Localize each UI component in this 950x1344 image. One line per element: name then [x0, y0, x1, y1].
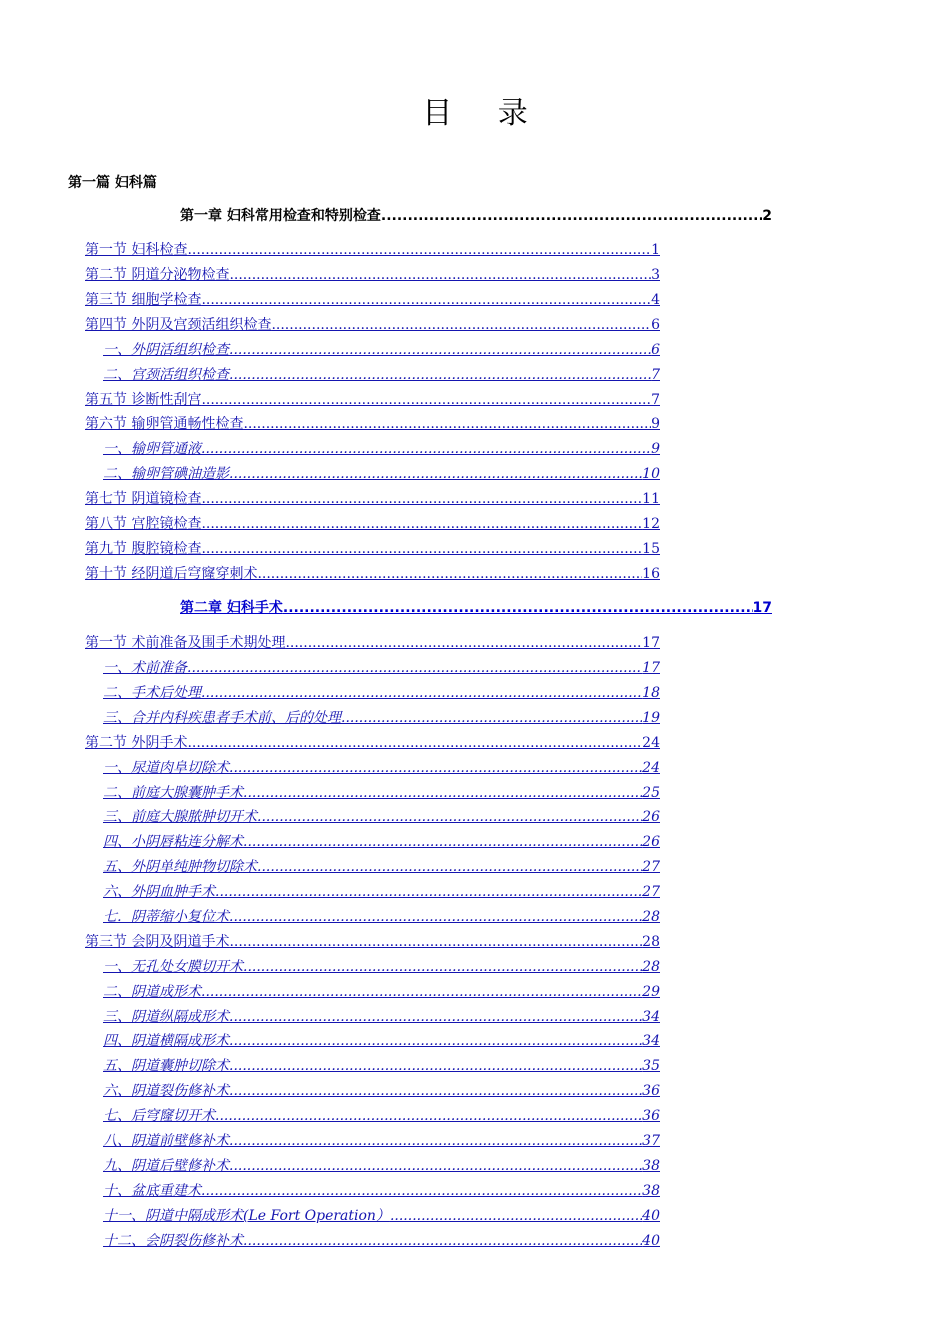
toc-entry-label: 三、前庭大腺脓肿切开术 [103, 809, 257, 825]
toc-entry-label: 二、前庭大腺囊肿手术 [103, 785, 243, 801]
toc-subentry[interactable] [103, 1181, 660, 1201]
toc-entry[interactable] [85, 265, 660, 285]
toc-leader [229, 932, 642, 952]
toc-leader [229, 464, 642, 484]
toc-page-number: 4 [651, 292, 660, 308]
toc-page-number: 28 [642, 934, 660, 950]
toc-subentry[interactable] [103, 1131, 660, 1151]
toc-entry-label: 三、合并内科疾患者手术前、后的处理 [103, 710, 341, 726]
toc-subentry[interactable] [103, 783, 660, 803]
toc-subentry[interactable] [103, 1007, 660, 1027]
toc-leader [229, 1007, 642, 1027]
toc-entry-label: 十一、阴道中隔成形术(Le Fort Operation） [103, 1208, 390, 1224]
toc-page-number: 37 [642, 1133, 660, 1149]
toc-entry-label: 六、阴道裂伤修补术 [103, 1083, 229, 1099]
toc-page-number: 40 [642, 1208, 660, 1224]
toc-subentry[interactable] [103, 957, 660, 977]
toc-entry-label: 第三节 会阴及阴道手术 [85, 934, 230, 950]
toc-leader [271, 315, 651, 335]
toc-page-number: 1 [651, 242, 660, 258]
toc-subentry[interactable] [103, 1156, 660, 1176]
toc-leader [215, 1106, 642, 1126]
toc-leader [187, 658, 642, 678]
toc-subentry[interactable] [103, 882, 660, 902]
toc-entry-label: 第七节 阴道镜检查 [85, 491, 202, 507]
toc-leader [201, 683, 642, 703]
toc-leader [229, 265, 651, 285]
toc-entry-label: 二、手术后处理 [103, 685, 201, 701]
toc-entry[interactable] [85, 932, 660, 952]
toc-subentry[interactable] [103, 1056, 660, 1076]
toc-entry-label: 一、外阴活组织检查 [103, 342, 229, 358]
toc-entry-label: 第五节 诊断性刮宫 [85, 392, 202, 408]
toc-entry-label: 四、小阴唇粘连分解术 [103, 834, 243, 850]
toc-entry-label: 第九节 腹腔镜检查 [85, 541, 202, 557]
toc-page-number: 9 [651, 416, 660, 432]
toc-entry-label: 三、阴道纵隔成形术 [103, 1009, 229, 1025]
toc-page-number: 35 [642, 1058, 660, 1074]
toc-leader [243, 832, 642, 852]
toc-chapter-1[interactable] [180, 206, 772, 226]
toc-page-number: 27 [642, 859, 660, 875]
toc-entry[interactable] [85, 315, 660, 335]
toc-page-number: 25 [642, 785, 660, 801]
toc-entry[interactable] [85, 514, 660, 534]
toc-subentry[interactable] [103, 658, 660, 678]
toc-subentry[interactable] [103, 1206, 660, 1226]
toc-page-number: 34 [642, 1009, 660, 1025]
toc-page-number: 17 [642, 660, 660, 676]
toc-leader [229, 907, 642, 927]
toc-page-number: 24 [642, 735, 660, 751]
toc-leader [341, 708, 642, 728]
toc-entry-label: 八、阴道前壁修补术 [103, 1133, 229, 1149]
toc-subentry[interactable] [103, 365, 660, 385]
toc-leader [201, 489, 642, 509]
part-title: 第一篇 妇科篇 [68, 175, 157, 191]
toc-page-number: 26 [642, 834, 660, 850]
toc-entry[interactable] [85, 539, 660, 559]
toc-leader [215, 882, 642, 902]
toc-subentry[interactable] [103, 832, 660, 852]
toc-page-number: 7 [651, 392, 660, 408]
toc-subentry[interactable] [103, 758, 660, 778]
toc-entry-label: 十、盆底重建术 [103, 1183, 201, 1199]
toc-entry-label: 第一节 妇科检查 [85, 242, 188, 258]
toc-page-number: 28 [642, 909, 660, 925]
toc-entry-label: 一、无孔处女膜切开术 [103, 959, 243, 975]
toc-page-number: 24 [642, 760, 660, 776]
toc-entry[interactable] [85, 564, 660, 584]
toc-leader [187, 240, 651, 260]
toc-leader [283, 598, 753, 618]
toc-leader [257, 807, 642, 827]
toc-page-number: 34 [642, 1033, 660, 1049]
toc-entry-label: 一、输卵管通液 [103, 441, 201, 457]
toc-subentry[interactable] [103, 340, 660, 360]
toc-subentry[interactable] [103, 1031, 660, 1051]
toc-entry-label: 五、外阴单纯肿物切除术 [103, 859, 257, 875]
toc-subentry[interactable] [103, 982, 660, 1002]
toc-chapter-2[interactable] [180, 598, 772, 618]
toc-entry-label: 第三节 细胞学检查 [85, 292, 202, 308]
toc-page-number: 15 [642, 541, 660, 557]
toc-page-number: 40 [642, 1233, 660, 1249]
toc-page-number: 36 [642, 1083, 660, 1099]
toc-page-number: 26 [642, 809, 660, 825]
toc-entry-label: 五、阴道囊肿切除术 [103, 1058, 229, 1074]
toc-subentry[interactable] [103, 439, 660, 459]
toc-subentry[interactable] [103, 907, 660, 927]
page-title: 目 录 [422, 96, 546, 131]
toc-leader [201, 390, 651, 410]
toc-subentry[interactable] [103, 1081, 660, 1101]
toc-leader [381, 206, 762, 226]
toc-entry-label: 第二节 阴道分泌物检查 [85, 267, 230, 283]
toc-entry[interactable] [85, 733, 660, 753]
toc-entry-label: 一、尿道肉阜切除术 [103, 760, 229, 776]
toc-leader [229, 1056, 642, 1076]
toc-leader [187, 733, 642, 753]
toc-entry[interactable] [85, 290, 660, 310]
toc-entry[interactable] [85, 240, 660, 260]
toc-leader [201, 539, 642, 559]
toc-entry-label: 九、阴道后壁修补术 [103, 1158, 229, 1174]
toc-page-number: 6 [651, 342, 660, 358]
toc-page-number: 3 [651, 267, 660, 283]
toc-subentry[interactable] [103, 807, 660, 827]
toc-leader [243, 783, 642, 803]
toc-page-number: 9 [651, 441, 660, 457]
toc-entry-label: 二、阴道成形术 [103, 984, 201, 1000]
toc-entry-label: 七．阴蒂缩小复位术 [103, 909, 229, 925]
toc-leader [201, 514, 642, 534]
toc-leader [229, 365, 651, 385]
toc-leader [257, 857, 642, 877]
toc-entry-label: 一、术前准备 [103, 660, 187, 676]
toc-leader [243, 414, 651, 434]
toc-page-number: 29 [642, 984, 660, 1000]
toc-subentry[interactable] [103, 708, 660, 728]
toc-leader [257, 564, 642, 584]
toc-leader [285, 633, 642, 653]
toc-page-number: 17 [642, 635, 660, 651]
toc-page-number: 12 [642, 516, 660, 532]
toc-page-number: 19 [642, 710, 660, 726]
toc-page-number: 16 [642, 566, 660, 582]
toc-leader [243, 957, 642, 977]
toc-leader [229, 1156, 642, 1176]
toc-subentry[interactable] [103, 1106, 660, 1126]
toc-entry-label: 第六节 输卵管通畅性检查 [85, 416, 244, 432]
toc-leader [201, 982, 642, 1002]
toc-leader [390, 1206, 642, 1226]
toc-subentry[interactable] [103, 464, 660, 484]
toc-entry-label: 二、输卵管碘油造影 [103, 466, 229, 482]
toc-leader [229, 758, 642, 778]
toc-leader [201, 439, 651, 459]
toc-page-number: 6 [651, 317, 660, 333]
toc-chapter-label: 第一章 妇科常用检查和特别检查 [180, 208, 381, 224]
toc-page-number: 36 [642, 1108, 660, 1124]
toc-entry-label: 十二、会阴裂伤修补术 [103, 1233, 243, 1249]
toc-page-number: 38 [642, 1183, 660, 1199]
toc-entry-label: 六、外阴血肿手术 [103, 884, 215, 900]
toc-leader [201, 290, 651, 310]
toc-leader [229, 1031, 642, 1051]
toc-entry[interactable] [85, 633, 660, 653]
toc-page-number: 28 [642, 959, 660, 975]
toc-page-number: 11 [642, 491, 660, 507]
toc-page-number: 7 [651, 367, 660, 383]
toc-leader [229, 1081, 642, 1101]
toc-entry[interactable] [85, 390, 660, 410]
toc-page-number: 10 [642, 466, 660, 482]
toc-subentry[interactable] [103, 857, 660, 877]
toc-leader [229, 340, 651, 360]
toc-page-number: 17 [752, 600, 772, 616]
toc-entry-label: 第八节 宫腔镜检查 [85, 516, 202, 532]
toc-page-number: 18 [642, 685, 660, 701]
toc-entry[interactable] [85, 414, 660, 434]
toc-entry-label: 第十节 经阴道后穹窿穿刺术 [85, 566, 258, 582]
toc-leader [229, 1131, 642, 1151]
toc-entry[interactable] [85, 489, 660, 509]
toc-page-number: 38 [642, 1158, 660, 1174]
toc-page-number: 27 [642, 884, 660, 900]
toc-leader [243, 1231, 642, 1251]
toc-entry-label: 四、阴道横隔成形术 [103, 1033, 229, 1049]
toc-page-number: 2 [762, 208, 772, 224]
toc-chapter-label: 第二章 妇科手术 [180, 600, 283, 616]
toc-entry-label: 第二节 外阴手术 [85, 735, 188, 751]
toc-entry-label: 第一节 术前准备及围手术期处理 [85, 635, 286, 651]
toc-leader [201, 1181, 642, 1201]
toc-entry-label: 二、宫颈活组织检查 [103, 367, 229, 383]
toc-subentry[interactable] [103, 683, 660, 703]
toc-entry-label: 七、后穹窿切开术 [103, 1108, 215, 1124]
toc-subentry[interactable] [103, 1231, 660, 1251]
toc-entry-label: 第四节 外阴及宫颈活组织检查 [85, 317, 272, 333]
